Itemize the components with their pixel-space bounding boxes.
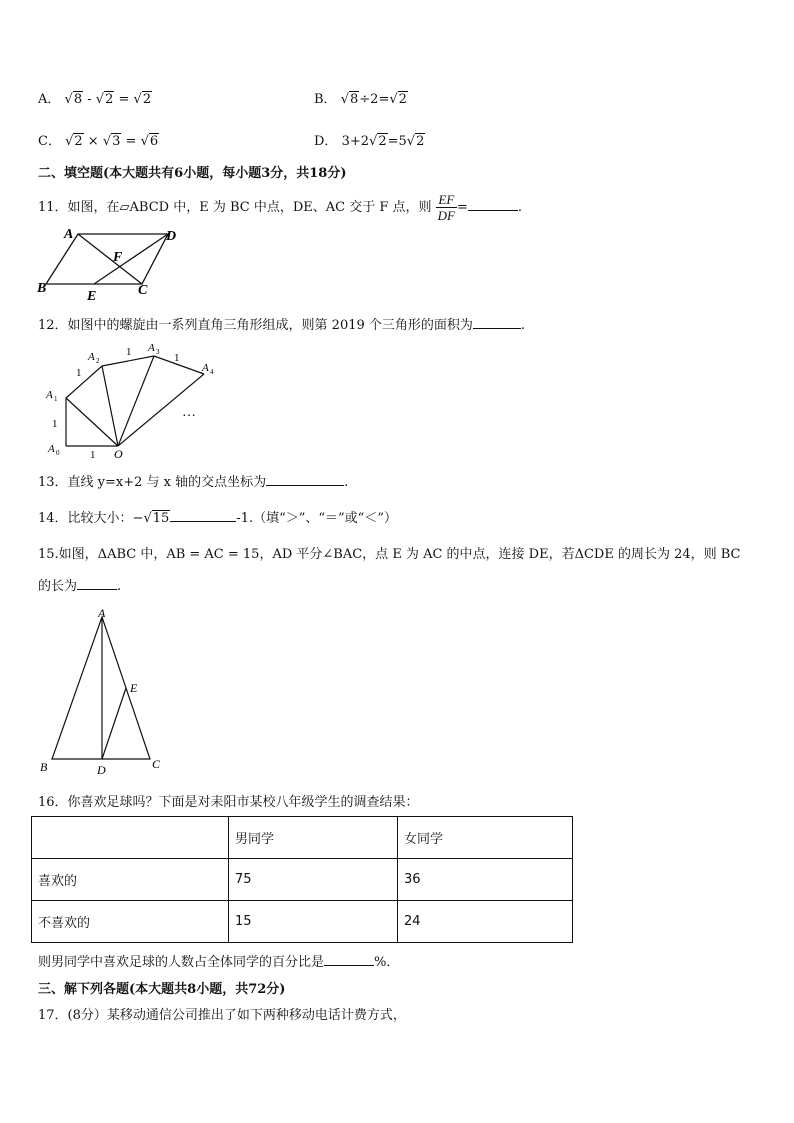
- sqrt-expression: √2: [133, 92, 152, 107]
- sqrt-expression: √2: [389, 92, 407, 107]
- question-17: 17．(8分）某移动通信公司推出了如下两种移动电话计费方式，: [38, 1008, 406, 1023]
- question-14: 14．比较大小：−√15 -1.（填“＞”、“＝”或“＜”）: [38, 511, 397, 526]
- label-a4: A: [202, 362, 209, 374]
- section-title-solve: 三、解下列各题(本大题共8小题，共72分): [38, 982, 286, 997]
- label-a2: A: [88, 351, 95, 363]
- table-cell: 24: [398, 901, 573, 943]
- table-header-row: [32, 817, 573, 859]
- sqrt-expression: √2: [65, 134, 83, 149]
- label-f: F: [113, 250, 123, 265]
- question-text: 13．直线 y=x+2 与 x 轴的交点坐标为: [38, 475, 267, 490]
- label-c: C: [138, 283, 148, 298]
- section-title-fill-in: 二、填空题(本大题共有6小题，每小题3分，共18分): [38, 166, 347, 181]
- option-label: B．: [314, 92, 337, 107]
- label-o: O: [114, 447, 123, 461]
- question-text: 12．如图中的螺旋由一系列直角三角形组成，则第 2019 个三角形的面积为: [38, 318, 473, 333]
- table-cell: 不喜欢的: [32, 901, 229, 943]
- table-cell: [32, 817, 229, 859]
- label-d: D: [166, 229, 177, 244]
- sqrt-expression: √8: [64, 92, 83, 107]
- table-cell: 喜欢的: [32, 859, 229, 901]
- label-a1-sub: 1: [54, 395, 58, 403]
- triangle-figure: [36, 607, 170, 779]
- parallelogram-figure: [34, 224, 180, 302]
- question-16-followup: 则男同学中喜欢足球的人数占全体同学的百分比是 %．: [38, 955, 400, 970]
- question-16: 16．你喜欢足球吗？下面是对耒阳市某校八年级学生的调查结果：: [38, 795, 419, 810]
- label-c: C: [152, 757, 161, 771]
- table-cell: 75: [229, 859, 398, 901]
- spiral-figure: [38, 338, 228, 462]
- label-e: E: [87, 289, 97, 302]
- label-b: B: [40, 760, 48, 774]
- survey-table: [31, 816, 573, 943]
- length-label: 1: [174, 352, 180, 364]
- table-cell: 男同学: [229, 817, 398, 859]
- answer-blank[interactable]: [473, 328, 521, 329]
- label-a2-sub: 2: [96, 357, 100, 365]
- length-label: 1: [52, 418, 58, 430]
- answer-blank[interactable]: [170, 521, 236, 522]
- q10-option-c: C． √2 × √3 = √6: [38, 134, 159, 149]
- question-15-line-1: 15.如图，ΔABC 中，AB = AC = 15，AD 平分∠BAC，点 E 为 AC 的中点，连接 DE，若ΔCDE 的周长为 24，则 BC: [38, 547, 741, 562]
- sqrt-expression: √15: [143, 511, 170, 526]
- option-label: D．: [314, 134, 338, 149]
- length-label: 1: [126, 346, 132, 358]
- option-label: A．: [38, 92, 61, 107]
- option-label: C．: [38, 134, 61, 149]
- q10-option-b: B． √8÷2=√2: [314, 92, 407, 107]
- ellipsis: …: [182, 405, 196, 420]
- answer-blank[interactable]: [468, 210, 518, 211]
- question-12: 12．如图中的螺旋由一系列直角三角形组成，则第 2019 个三角形的面积为 .: [38, 318, 526, 333]
- label-b: B: [37, 281, 47, 296]
- table-cell: 女同学: [398, 817, 573, 859]
- label-a3-sub: 3: [156, 348, 160, 356]
- question-13: 13．直线 y=x+2 与 x 轴的交点坐标为 .: [38, 475, 349, 490]
- label-a3: A: [148, 342, 155, 354]
- q10-option-d: D． 3+2√2=5√2: [314, 134, 425, 149]
- table-cell: 15: [229, 901, 398, 943]
- sqrt-expression: √2: [95, 92, 114, 107]
- length-label: 1: [90, 449, 96, 461]
- label-a1: A: [46, 389, 53, 401]
- label-a0-sub: 0: [56, 449, 60, 457]
- table-row: [32, 901, 573, 943]
- sqrt-expression: √2: [406, 134, 425, 149]
- sqrt-expression: √3: [102, 134, 121, 149]
- question-11: 11．如图，在▱ABCD 中，E 为 BC 中点，DE、AC 交于 F 点，则 $\frac{EF}{DF}$ = .: [38, 192, 523, 223]
- sqrt-expression: √6: [140, 134, 159, 149]
- label-a4-sub: 4: [210, 368, 214, 376]
- table-cell: 36: [398, 859, 573, 901]
- length-label: 1: [76, 367, 82, 379]
- question-15-line-2: 的长为 .: [38, 579, 122, 594]
- q10-option-a: A． √8 - √2 = √2: [38, 92, 152, 107]
- question-text: 11．如图，在▱ABCD 中，E 为 BC 中点，DE、AC 交于 F 点，则: [38, 200, 432, 215]
- table-row: [32, 859, 573, 901]
- answer-blank[interactable]: [324, 965, 374, 966]
- label-e: E: [130, 681, 138, 695]
- sqrt-expression: √2: [369, 134, 387, 149]
- label-d: D: [97, 763, 106, 777]
- fraction: $\frac{EF}{DF}$: [437, 192, 456, 223]
- sqrt-expression: √8: [340, 92, 359, 107]
- label-a0: A: [48, 443, 55, 455]
- answer-blank[interactable]: [266, 485, 344, 486]
- label-a: A: [64, 227, 74, 242]
- answer-blank[interactable]: [77, 589, 117, 590]
- label-a: A: [98, 607, 106, 620]
